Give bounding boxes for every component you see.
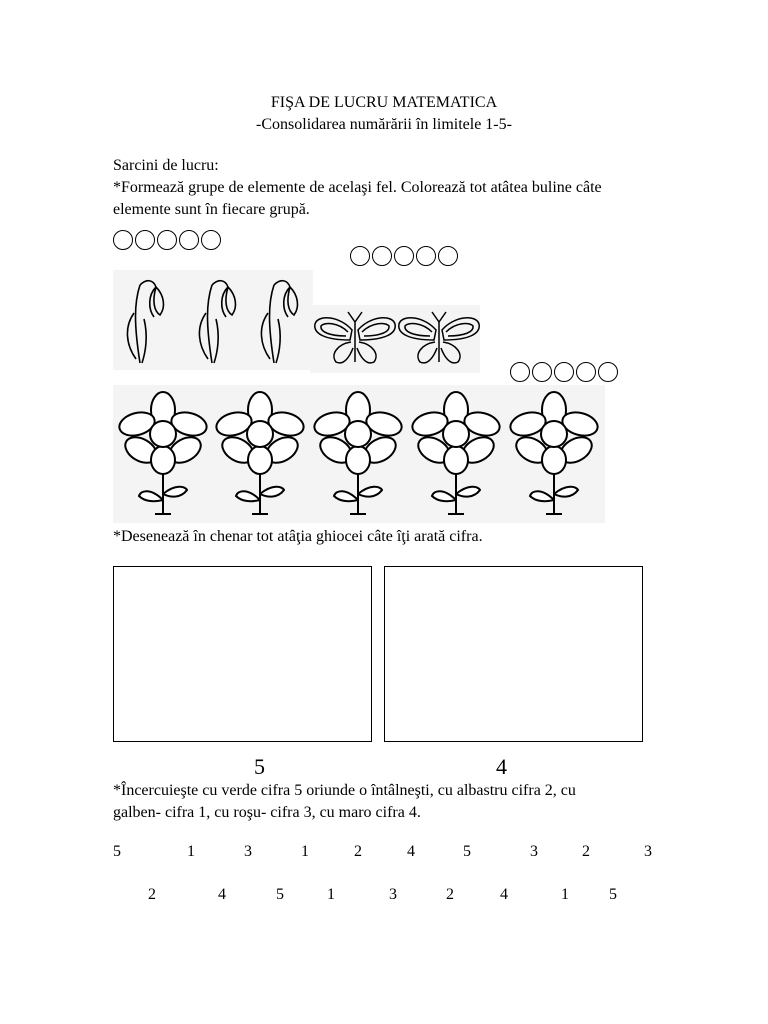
number-item[interactable]: 1 <box>327 886 335 903</box>
number-item[interactable]: 1 <box>301 843 309 860</box>
worksheet-title: FIŞA DE LUCRU MATEMATICA <box>270 94 498 111</box>
number-item[interactable]: 2 <box>354 843 362 860</box>
butterfly-icon <box>312 310 398 370</box>
flower-icon <box>506 390 602 520</box>
task3-line2: galben- cifra 1, cu roşu- cifra 3, cu maro cifra 4. <box>113 804 421 821</box>
snowdrop-icon <box>190 275 250 370</box>
color-dot[interactable] <box>372 246 392 266</box>
butterflies-dots[interactable] <box>350 246 460 266</box>
color-dot[interactable] <box>438 246 458 266</box>
color-dot[interactable] <box>554 362 574 382</box>
color-dot[interactable] <box>113 230 133 250</box>
color-dot[interactable] <box>394 246 414 266</box>
flower-icon <box>310 390 406 520</box>
number-item[interactable]: 2 <box>148 886 156 903</box>
number-item[interactable]: 2 <box>446 886 454 903</box>
number-item[interactable]: 5 <box>463 843 471 860</box>
drawing-box-right[interactable] <box>384 566 643 742</box>
number-item[interactable]: 4 <box>218 886 226 903</box>
color-dot[interactable] <box>510 362 530 382</box>
flower-icon <box>212 390 308 520</box>
number-item[interactable]: 1 <box>187 843 195 860</box>
task2-text: *Desenează în chenar tot atâţia ghiocei câte îţi arată cifra. <box>113 528 483 545</box>
snowdrop-icon <box>252 275 312 370</box>
flower-icon <box>408 390 504 520</box>
snowdrops-dots[interactable] <box>113 230 223 250</box>
color-dot[interactable] <box>350 246 370 266</box>
butterfly-icon <box>396 310 482 370</box>
tasks-heading: Sarcini de lucru: <box>113 157 219 174</box>
color-dot[interactable] <box>135 230 155 250</box>
box-left-number: 5 <box>254 754 265 779</box>
color-dot[interactable] <box>416 246 436 266</box>
task1-line2: elemente sunt în fiecare grupă. <box>113 201 310 218</box>
number-item[interactable]: 5 <box>609 886 617 903</box>
task3-line1: *Încercuieşte cu verde cifra 5 oriunde o întâlneşti, cu albastru cifra 2, cu <box>113 782 576 799</box>
color-dot[interactable] <box>179 230 199 250</box>
flowers-dots[interactable] <box>510 362 620 382</box>
box-right-number: 4 <box>496 754 507 779</box>
number-item[interactable]: 1 <box>561 886 569 903</box>
color-dot[interactable] <box>532 362 552 382</box>
number-item[interactable]: 3 <box>644 843 652 860</box>
number-item[interactable]: 5 <box>113 843 121 860</box>
number-item[interactable]: 4 <box>500 886 508 903</box>
color-dot[interactable] <box>157 230 177 250</box>
color-dot[interactable] <box>598 362 618 382</box>
drawing-box-left[interactable] <box>113 566 372 742</box>
snowdrop-icon <box>118 275 178 370</box>
task1-line1: *Formează grupe de elemente de acelaşi fel. Colorează tot atâtea buline câte <box>113 179 602 196</box>
number-item[interactable]: 3 <box>530 843 538 860</box>
number-item[interactable]: 3 <box>389 886 397 903</box>
worksheet-subtitle: -Consolidarea numărării în limitele 1-5- <box>256 116 512 133</box>
color-dot[interactable] <box>201 230 221 250</box>
number-item[interactable]: 2 <box>582 843 590 860</box>
number-item[interactable]: 5 <box>276 886 284 903</box>
color-dot[interactable] <box>576 362 596 382</box>
flower-icon <box>115 390 211 520</box>
number-item[interactable]: 4 <box>407 843 415 860</box>
number-item[interactable]: 3 <box>244 843 252 860</box>
